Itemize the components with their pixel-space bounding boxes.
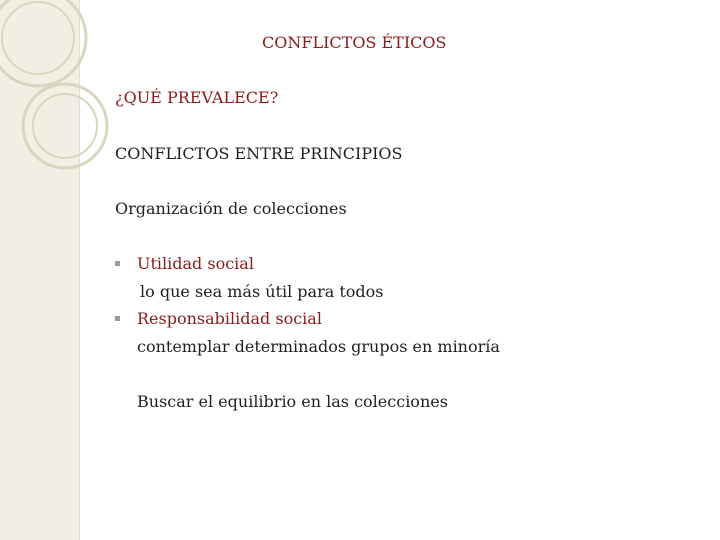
ring-middle-inner	[33, 94, 97, 158]
topic-heading: Organización de colecciones	[115, 199, 347, 218]
bullet-marker	[115, 261, 120, 266]
ring-top-inner	[2, 2, 74, 74]
ring-middle-outer	[23, 84, 107, 168]
bullet-label-responsabilidad: Responsabilidad social	[137, 309, 322, 328]
bullet-label-utilidad: Utilidad social	[137, 254, 254, 273]
slide-title: CONFLICTOS ÉTICOS	[262, 33, 447, 52]
conclusion-text: Buscar el equilibrio en las colecciones	[137, 392, 448, 411]
question-heading: ¿QUÉ PREVALECE?	[115, 88, 279, 107]
bullet-detail-utilidad: lo que sea más útil para todos	[140, 282, 384, 301]
bullet-marker	[115, 316, 120, 321]
subheading: CONFLICTOS ENTRE PRINCIPIOS	[115, 144, 403, 163]
bullet-detail-responsabilidad: contemplar determinados grupos en minoría	[137, 337, 500, 356]
